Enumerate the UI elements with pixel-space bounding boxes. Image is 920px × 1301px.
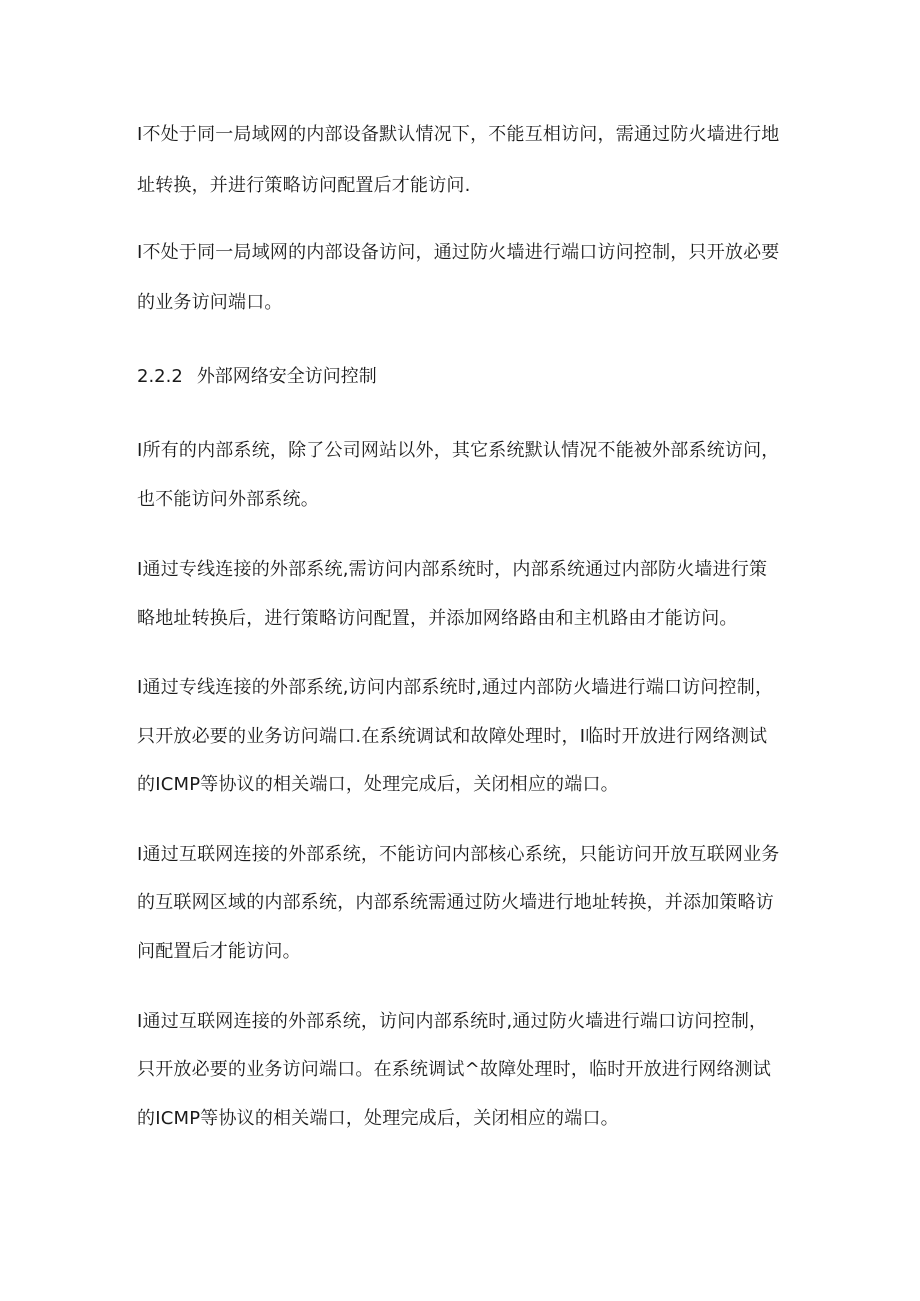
paragraph-5-line-3: 的ICMP等协议的相关端口，处理完成后，关闭相应的端口。 [137, 774, 619, 795]
paragraph-6-line-2: 的互联网区域的内部系统，内部系统需通过防火墙进行地址转换，并添加策略访 [137, 892, 774, 913]
section-title: 外部网络安全访问控制 [196, 366, 377, 387]
paragraph-6-line-1: I通过互联网连接的外部系统，不能访问内部核心系统，只能访问开放互联网业务 [137, 844, 780, 865]
paragraph-7-line-3: 的ICMP等协议的相关端口，处理完成后，关闭相应的端口。 [137, 1108, 619, 1129]
paragraph-6-line-3: 问配置后才能访问。 [137, 941, 301, 962]
paragraph-3-line-1: I所有的内部系统，除了公司网站以外，其它系统默认情况不能被外部系统访问， [137, 440, 780, 461]
paragraph-3-line-2: 也不能访问外部系统。 [137, 489, 319, 510]
section-number: 2.2.2 [137, 366, 183, 387]
paragraph-5-line-1: I通过专线连接的外部系统,访问内部系统时,通过内部防火墙进行端口访问控制， [137, 677, 774, 698]
paragraph-1-line-2: 址转换，并进行策略访问配置后才能访问. [137, 175, 471, 196]
section-heading [137, 364, 377, 390]
paragraph-1-line-1: I不处于同一局域网的内部设备默认情况下，不能互相访问，需通过防火墙进行地 [137, 124, 780, 145]
paragraph-4-line-2: 略地址转换后，进行策略访问配置，并添加网络路由和主机路由才能访问。 [137, 608, 738, 629]
paragraph-2-line-2: 的业务访问端口。 [137, 292, 283, 313]
paragraph-7-line-2: 只开放必要的业务访问端口。在系统调试^故障处理时，临时开放进行网络测试 [137, 1059, 772, 1080]
paragraph-5-line-2: 只开放必要的业务访问端口.在系统调试和故障处理时，I临时开放进行网络测试 [137, 726, 768, 747]
paragraph-7-line-1: I通过互联网连接的外部系统，访问内部系统时,通过防火墙进行端口访问控制， [137, 1011, 768, 1032]
paragraph-2-line-1: I不处于同一局域网的内部设备访问，通过防火墙进行端口访问控制，只开放必要 [137, 242, 780, 263]
paragraph-4-line-1: I通过专线连接的外部系统,需访问内部系统时，内部系统通过内部防火墙进行策 [137, 559, 768, 580]
